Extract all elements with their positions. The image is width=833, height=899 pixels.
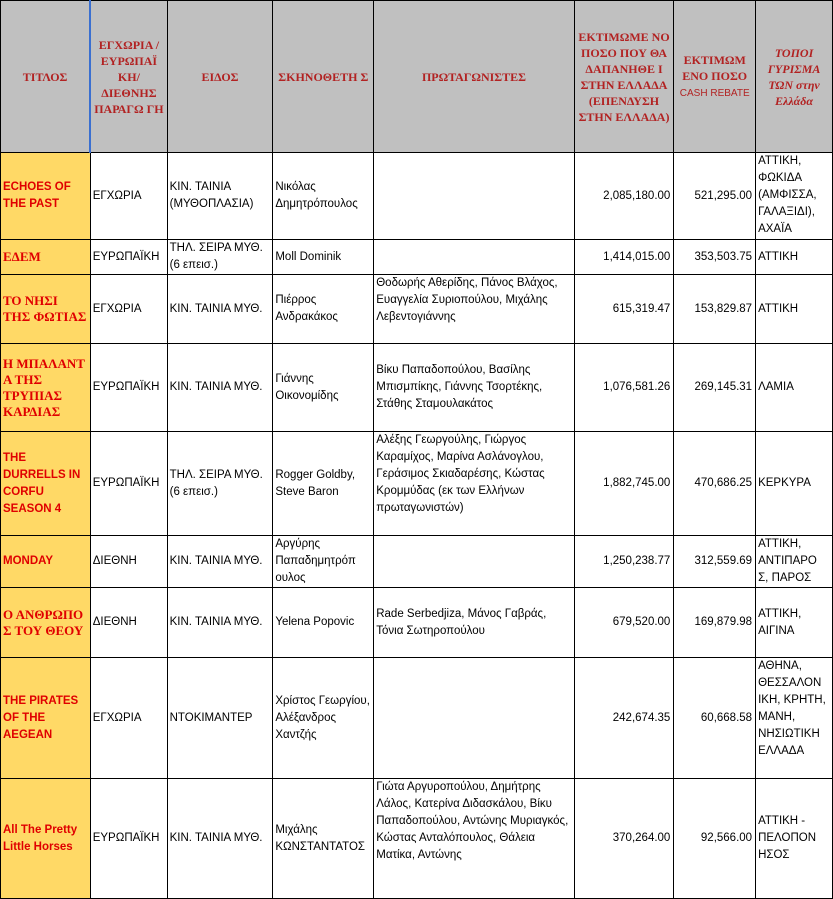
cell-actors[interactable] <box>374 658 575 779</box>
cell-locations[interactable]: ΑΤΤΙΚΗ, ΑΙΓΙΝΑ <box>756 588 833 658</box>
cell-actors[interactable]: Rade Serbedjiza, Μάνος Γαβράς, Τόνια Σωτηροπούλου <box>374 588 575 658</box>
cell-actors[interactable]: Θοδωρής Αθερίδης, Πάνος Βλάχος, Ευαγγελία Συριοπούλου, Μιχάλης Λεβεντογιάννης <box>374 275 575 344</box>
header-director[interactable]: ΣΚΗΝΟΘΕΤΗ Σ <box>273 1 374 153</box>
cell-spend[interactable]: 2,085,180.00 <box>574 153 674 240</box>
cell-rebate[interactable]: 470,686.25 <box>674 432 756 536</box>
header-locations[interactable]: ΤΟΠΟΙ ΓΥΡΙΣΜΑ ΤΩΝ στην Ελλάδα <box>756 1 833 153</box>
table-row <box>1 153 833 240</box>
cell-actors[interactable] <box>374 153 575 240</box>
cell-actors[interactable] <box>374 240 575 275</box>
cell-locations[interactable]: ΑΘΗΝΑ, ΘΕΣΣΑΛΟΝ ΙΚΗ, ΚΡΗΤΗ, ΜΑΝΗ, ΝΗΣΙΩΤΙΚΗ ΕΛΛΑΔΑ <box>756 658 833 779</box>
cell-rebate[interactable]: 269,145.31 <box>674 344 756 432</box>
cell-rebate[interactable]: 521,295.00 <box>674 153 756 240</box>
cell-director[interactable]: Νικόλας Δημητρόπουλος <box>273 153 374 240</box>
cell-title[interactable]: Ο ΑΝΘΡΩΠΟ Σ ΤΟΥ ΘΕΟΥ <box>1 588 91 658</box>
cell-director[interactable]: Moll Dominik <box>273 240 374 275</box>
cell-origin[interactable]: ΕΥΡΩΠΑΪΚΗ <box>90 779 167 899</box>
cell-director[interactable]: Γιάννης Οικονομίδης <box>273 344 374 432</box>
cell-actors[interactable]: Γιώτα Αργυροπούλου, Δημήτρης Λάλος, Κατερίνα Διδασκάλου, Βίκυ Παπαδοπούλου, Αντώνης Μυριαγκός, Κώστας Ανταλόπουλος, Θάλεια Ματίκα, Αντώνης <box>374 779 575 899</box>
table-row <box>1 275 833 344</box>
cell-title[interactable]: MONDAY <box>1 536 91 588</box>
cell-spend[interactable]: 1,414,015.00 <box>574 240 674 275</box>
cell-origin[interactable]: ΔΙΕΘΝΗ <box>90 588 167 658</box>
header-rebate-sub: CASH REBATE <box>679 87 750 99</box>
cell-genre[interactable]: ΤΗΛ. ΣΕΙΡΑ ΜΥΘ. (6 επεισ.) <box>167 240 273 275</box>
header-spend[interactable]: ΕΚΤΙΜΩΜΕ ΝΟ ΠΟΣΟ ΠΟΥ ΘΑ ΔΑΠΑΝΗΘΕ Ι ΣΤΗΝ ΕΛΛΑΔΑ (ΕΠΕΝΔΥΣΗ ΣΤΗΝ ΕΛΛΑΔΑ) <box>574 1 674 153</box>
cell-locations[interactable]: ΚΕΡΚΥΡΑ <box>756 432 833 536</box>
cell-spend[interactable]: 242,674.35 <box>574 658 674 779</box>
cell-actors[interactable]: Αλέξης Γεωργούλης, Γιώργος Καραμίχος, Μαρίνα Ασλάνογλου, Γεράσιμος Σκιαδαρέσης, Κώστας Κρομμύδας (εκ των Ελλήνων πρωταγωνιστών) <box>374 432 575 536</box>
cell-title[interactable]: All The Pretty Little Horses <box>1 779 91 899</box>
cell-title[interactable]: ΕΔΕΜ <box>1 240 91 275</box>
cell-rebate[interactable]: 60,668.58 <box>674 658 756 779</box>
cell-director[interactable]: Μιχάλης ΚΩΝΣΤΑΝΤΑΤΟΣ <box>273 779 374 899</box>
cell-genre[interactable]: ΚΙΝ. ΤΑΙΝΙΑ ΜΥΘ. <box>167 779 273 899</box>
header-title[interactable]: ΤΙΤΛΟΣ <box>1 1 91 153</box>
header-genre[interactable]: ΕΙΔΟΣ <box>167 1 273 153</box>
cell-rebate[interactable]: 353,503.75 <box>674 240 756 275</box>
cell-rebate[interactable]: 312,559.69 <box>674 536 756 588</box>
cell-genre[interactable]: ΚΙΝ. ΤΑΙΝΙΑ (ΜΥΘΟΠΛΑΣΙΑ) <box>167 153 273 240</box>
cell-locations[interactable]: ΛΑΜΙΑ <box>756 344 833 432</box>
table-row <box>1 588 833 658</box>
cell-rebate[interactable]: 92,566.00 <box>674 779 756 899</box>
cell-origin[interactable]: ΕΓΧΩΡΙΑ <box>90 153 167 240</box>
cell-title[interactable]: THE PIRATES OF THE AEGEAN <box>1 658 91 779</box>
cell-rebate[interactable]: 153,829.87 <box>674 275 756 344</box>
cell-origin[interactable]: ΕΥΡΩΠΑΪΚΗ <box>90 344 167 432</box>
cell-director[interactable]: Χρίστος Γεωργίου, Αλέξανδρος Χαντζής <box>273 658 374 779</box>
table-row <box>1 344 833 432</box>
cell-locations[interactable]: ΑΤΤΙΚΗ <box>756 240 833 275</box>
table-row <box>1 240 833 275</box>
header-rebate[interactable] <box>674 1 756 153</box>
cell-spend[interactable]: 615,319.47 <box>574 275 674 344</box>
cell-locations[interactable]: ΑΤΤΙΚΗ, ΑΝΤΙΠΑΡΟ Σ, ΠΑΡΟΣ <box>756 536 833 588</box>
cell-genre[interactable]: ΚΙΝ. ΤΑΙΝΙΑ ΜΥΘ. <box>167 536 273 588</box>
cell-spend[interactable]: 679,520.00 <box>574 588 674 658</box>
cell-director[interactable]: Rogger Goldby, Steve Baron <box>273 432 374 536</box>
cell-director[interactable]: Πιέρρος Ανδρακάκος <box>273 275 374 344</box>
header-actors[interactable]: ΠΡΩΤΑΓΩΝΙΣΤΕΣ <box>374 1 575 153</box>
cell-actors[interactable]: Βίκυ Παπαδοπούλου, Βασίλης Μπισμπίκης, Γιάννης Τσορτέκης, Στάθης Σταμουλακάτος <box>374 344 575 432</box>
header-origin[interactable]: ΕΓΧΩΡΙΑ / ΕΥΡΩΠΑΪ ΚΗ/ ΔΙΕΘΝΗΣ ΠΑΡΑΓΩ ΓΗ <box>90 1 167 153</box>
cell-spend[interactable]: 1,882,745.00 <box>574 432 674 536</box>
cell-origin[interactable]: ΕΓΧΩΡΙΑ <box>90 658 167 779</box>
cell-title[interactable]: ΤΟ ΝΗΣΙ ΤΗΣ ΦΩΤΙΑΣ <box>1 275 91 344</box>
cell-locations[interactable]: ΑΤΤΙΚΗ, ΦΩΚΙΔΑ (ΑΜΦΙΣΣΑ, ΓΑΛΑΞΙΔΙ), ΑΧΑΪΑ <box>756 153 833 240</box>
cell-spend[interactable]: 370,264.00 <box>574 779 674 899</box>
cell-spend[interactable]: 1,250,238.77 <box>574 536 674 588</box>
cell-spend[interactable]: 1,076,581.26 <box>574 344 674 432</box>
cell-origin[interactable]: ΔΙΕΘΝΗ <box>90 536 167 588</box>
table-row <box>1 779 833 899</box>
table-row <box>1 432 833 536</box>
header-row <box>1 1 833 153</box>
cell-actors[interactable] <box>374 536 575 588</box>
cell-genre[interactable]: ΚΙΝ. ΤΑΙΝΙΑ ΜΥΘ. <box>167 344 273 432</box>
cell-director[interactable]: Αργύρης Παπαδημητρόπ ουλος <box>273 536 374 588</box>
cell-director[interactable]: Yelena Popovic <box>273 588 374 658</box>
cell-genre[interactable]: ΝΤΟΚΙΜΑΝΤΕΡ <box>167 658 273 779</box>
cell-genre[interactable]: ΚΙΝ. ΤΑΙΝΙΑ ΜΥΘ. <box>167 588 273 658</box>
cell-genre[interactable]: ΤΗΛ. ΣΕΙΡΑ ΜΥΘ. (6 επεισ.) <box>167 432 273 536</box>
cell-rebate[interactable]: 169,879.98 <box>674 588 756 658</box>
cell-locations[interactable]: ΑΤΤΙΚΗ - ΠΕΛΟΠΟΝ ΗΣΟΣ <box>756 779 833 899</box>
table-row <box>1 658 833 779</box>
cell-origin[interactable]: ΕΓΧΩΡΙΑ <box>90 275 167 344</box>
cell-title[interactable]: THE DURRELLS IN CORFU SEASON 4 <box>1 432 91 536</box>
header-rebate-main: ΕΚΤΙΜΩΜ ΕΝΟ ΠΟΣΟ <box>682 52 748 83</box>
cell-origin[interactable]: ΕΥΡΩΠΑΪΚΗ <box>90 240 167 275</box>
cell-title[interactable]: Η ΜΠΑΛΑΝΤ Α ΤΗΣ ΤΡΥΠΙΑΣ ΚΑΡΔΙΑΣ <box>1 344 91 432</box>
cell-locations[interactable]: ΑΤΤΙΚΗ <box>756 275 833 344</box>
cell-genre[interactable]: ΚΙΝ. ΤΑΙΝΙΑ ΜΥΘ. <box>167 275 273 344</box>
table-row <box>1 536 833 588</box>
cell-origin[interactable]: ΕΥΡΩΠΑΪΚΗ <box>90 432 167 536</box>
cell-title[interactable]: ECHOES OF THE PAST <box>1 153 91 240</box>
